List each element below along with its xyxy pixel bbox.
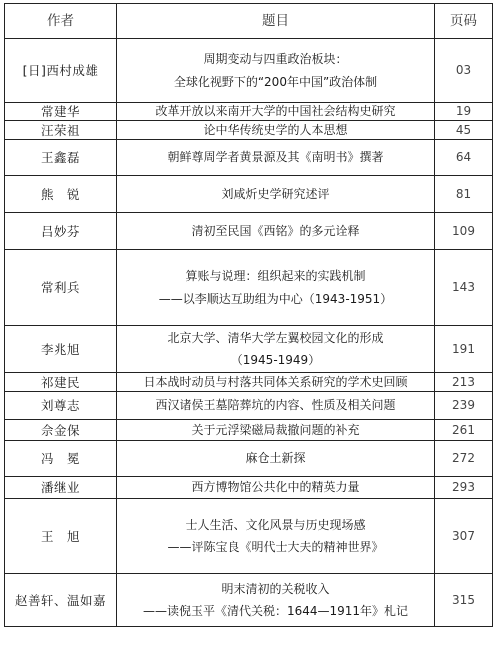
- row-title-line: （1945-1949）: [230, 353, 321, 367]
- row-page: 109: [435, 213, 493, 250]
- table-row: [5, 420, 493, 441]
- row-title: 西方博物馆公共化中的精英力量: [117, 477, 435, 499]
- header-title: 题目: [117, 4, 435, 39]
- row-author: 熊 锐: [5, 176, 117, 213]
- row-author: 王鑫磊: [5, 140, 117, 176]
- row-page: 315: [435, 574, 493, 627]
- row-author: 常建华: [5, 103, 117, 121]
- row-author: 冯 冕: [5, 441, 117, 477]
- table-row: [5, 39, 493, 103]
- row-page: 293: [435, 477, 493, 499]
- row-title-line: 士人生活、文化风景与历史现场感: [185, 517, 366, 532]
- table-row: [5, 326, 493, 373]
- row-page: 03: [435, 39, 493, 103]
- row-author: 汪荣祖: [5, 121, 117, 140]
- table-row: [5, 574, 493, 627]
- header-author: 作者: [5, 4, 117, 39]
- row-author: 吕妙芬: [5, 213, 117, 250]
- row-author: 潘继业: [5, 477, 117, 499]
- row-title: [117, 499, 435, 574]
- row-title: 朝鲜尊周学者黄景源及其《南明书》撰著: [117, 140, 435, 176]
- row-title: 麻仓土新探: [117, 441, 435, 477]
- row-title: [117, 39, 435, 103]
- row-title: 改革开放以来南开大学的中国社会结构史研究: [117, 103, 435, 121]
- row-title: 日本战时动员与村落共同体关系研究的学术史回顾: [117, 373, 435, 392]
- row-author: 祁建民: [5, 373, 117, 392]
- table-row: [5, 392, 493, 420]
- row-title-line: 周期变动与四重政治板块：: [203, 52, 348, 67]
- row-title-line: 北京大学、清华大学左翼校园文化的形成: [167, 330, 384, 345]
- row-title-line: ——以李顺达互助组为中心（1943-1951）: [158, 291, 393, 306]
- row-title: 关于元浮梁磁局裁撤问题的补充: [117, 420, 435, 441]
- table-row: [5, 499, 493, 574]
- row-title: 论中华传统史学的人本思想: [117, 121, 435, 140]
- row-title-line: ——读倪玉平《清代关税：1644—1911年》札记: [142, 604, 409, 618]
- row-author: 佘金保: [5, 420, 117, 441]
- row-title: 西汉诸侯王墓陪葬坑的内容、性质及相关问题: [117, 392, 435, 420]
- row-author: [日]西村成雄: [5, 39, 117, 103]
- table-row: [5, 103, 493, 121]
- row-author: 赵善轩、温如嘉: [5, 574, 117, 627]
- row-page: 307: [435, 499, 493, 574]
- table-row: [5, 441, 493, 477]
- row-title: 刘咸炘史学研究述评: [117, 176, 435, 213]
- row-page: 191: [435, 326, 493, 373]
- row-title: [117, 574, 435, 627]
- row-title: [117, 326, 435, 373]
- table-row: [5, 121, 493, 140]
- row-page: 239: [435, 392, 493, 420]
- table-row: [5, 140, 493, 176]
- row-page: 81: [435, 176, 493, 213]
- table-row: [5, 213, 493, 250]
- row-page: 261: [435, 420, 493, 441]
- header-page: 页码: [435, 4, 493, 39]
- header-row: [5, 4, 493, 39]
- row-title-line: ——评陈宝良《明代士大夫的精神世界》: [167, 540, 384, 554]
- table-row: [5, 176, 493, 213]
- row-title: 清初至民国《西铭》的多元诠释: [117, 213, 435, 250]
- table-row: [5, 373, 493, 392]
- row-author: 常利兵: [5, 250, 117, 326]
- row-title-line: 全球化视野下的“200年中国”政治体制: [173, 74, 378, 89]
- row-page: 19: [435, 103, 493, 121]
- row-title-line: 算账与说理：组织起来的实践机制: [185, 269, 366, 284]
- row-title: [117, 250, 435, 326]
- table-row: [5, 477, 493, 499]
- row-author: 李兆旭: [5, 326, 117, 373]
- row-title-line: 明末清初的关税收入: [221, 581, 330, 596]
- table-row: [5, 250, 493, 326]
- row-page: 213: [435, 373, 493, 392]
- row-page: 143: [435, 250, 493, 326]
- table-of-contents: [4, 3, 493, 627]
- row-author: 王 旭: [5, 499, 117, 574]
- row-author: 刘尊志: [5, 392, 117, 420]
- row-page: 64: [435, 140, 493, 176]
- row-page: 272: [435, 441, 493, 477]
- row-page: 45: [435, 121, 493, 140]
